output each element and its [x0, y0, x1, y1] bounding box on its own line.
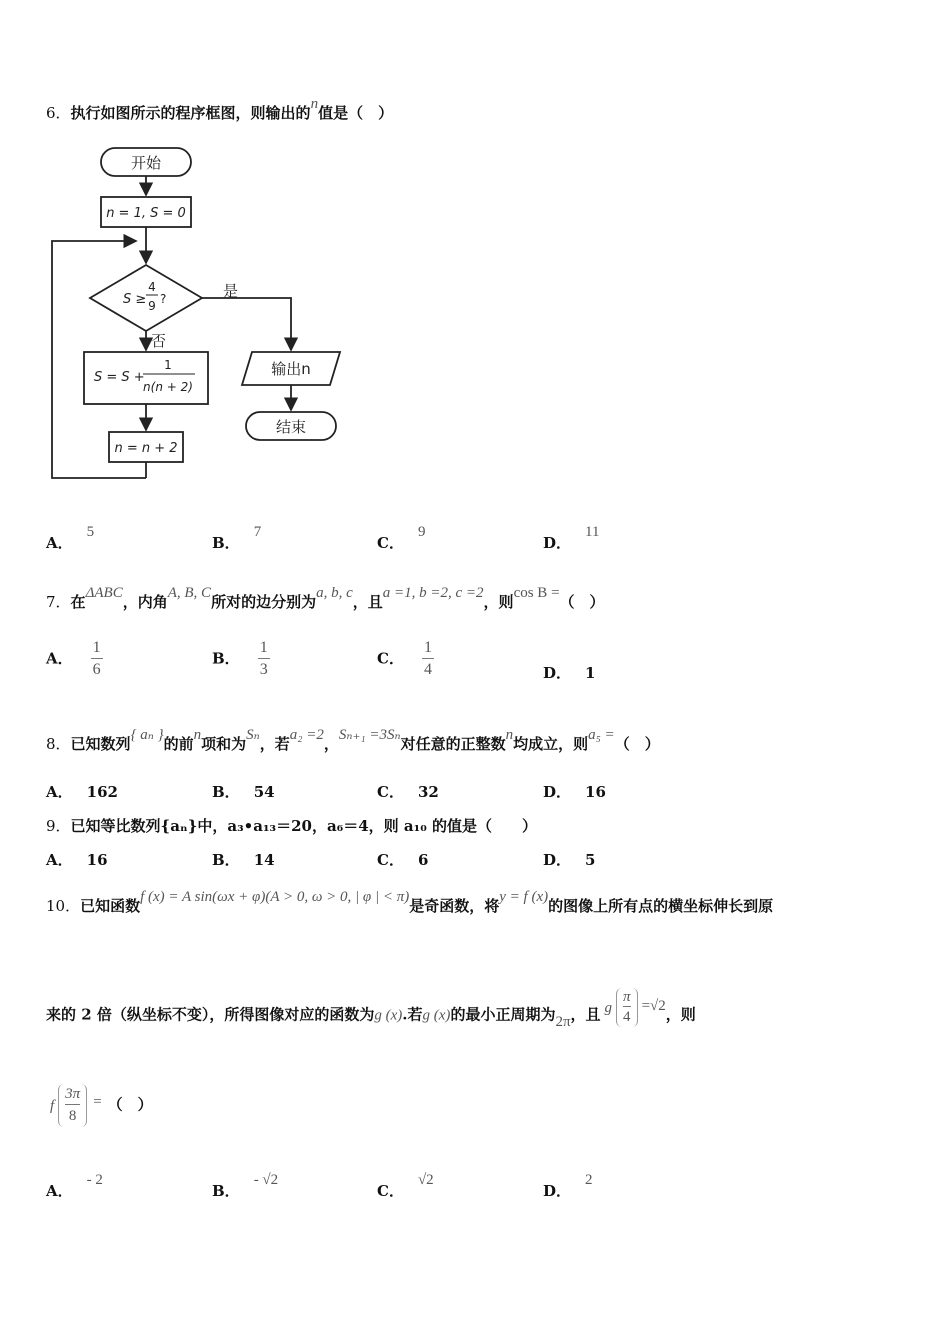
q10-option-c[interactable]: C．√2 [377, 1172, 434, 1200]
q7-number: 7． [46, 593, 71, 611]
q7-stem: 7．在ΔABC，内角A, B, C所对的边分别为a, b, c，且a =1, b =2, c =2，则cos B =（ ） [46, 585, 605, 611]
q8-number: 8． [46, 735, 71, 753]
q10-stem-line1: 10．已知函数f (x) = A sin(ωx + φ)(A > 0, ω > 0, | φ | < π)是奇函数，将y = f (x)的图像上所有点的横坐标伸长到原 [46, 889, 774, 915]
q10-stem-line2: 来的 2 倍（纵坐标不变），所得图像对应的函数为g (x).若g (x)的最小正周期为2π，且 g $\frac{\pi}{4}$ =√2，则 [46, 989, 696, 1030]
svg-text:S = S +: S = S + [94, 370, 145, 385]
flow-yes-label: 是 [223, 282, 239, 300]
svg-text:S ≥: S ≥ [123, 292, 147, 307]
q8-option-d[interactable]: D． 16 [543, 783, 606, 801]
q9-number: 9． [46, 817, 71, 835]
q10-stem-line3: f $\frac{3\pi}{8}$ = （ ） [50, 1084, 153, 1127]
svg-text:n(n + 2): n(n + 2) [143, 380, 193, 394]
svg-text:1: 1 [164, 358, 172, 372]
q10-option-d[interactable]: D．2 [543, 1172, 593, 1200]
svg-text:4: 4 [148, 280, 156, 294]
q6-option-b[interactable]: B．7 [212, 524, 262, 552]
q9-option-a[interactable]: A． 16 [46, 851, 108, 869]
q8-option-a[interactable]: A． 162 [46, 783, 118, 801]
flow-init-text: n = 1, S = 0 [106, 206, 186, 221]
flow-no-label: 否 [151, 332, 167, 350]
q6-number: 6． [46, 104, 71, 122]
q6-option-c[interactable]: C．9 [377, 524, 426, 552]
svg-text:9: 9 [148, 299, 156, 313]
q6-option-a[interactable]: A．5 [46, 524, 95, 552]
q8-option-b[interactable]: B． 54 [212, 783, 275, 801]
svg-text:?: ? [160, 292, 167, 306]
q7-option-a[interactable]: A． $\frac{1}{6}$ [46, 639, 101, 678]
flow-start-text: 开始 [130, 154, 162, 172]
q7-option-c[interactable]: C． $\frac{1}{4}$ [377, 639, 432, 678]
svg-text:n = n + 2: n = n + 2 [114, 441, 178, 456]
q9-option-b[interactable]: B． 14 [212, 851, 275, 869]
q10-number: 10． [46, 897, 81, 915]
q10-f-argument: $\frac{3\pi}{8}$ [58, 1084, 87, 1127]
q10-option-b[interactable]: B．- √2 [212, 1172, 279, 1200]
q6-stem: 6．执行如图所示的程序框图，则输出的n值是（ ） [46, 96, 394, 122]
q8-stem: 8．已知数列{ aₙ }的前n项和为Sₙ，若a₂ =2，Sₙ₊₁ =3Sₙ对任意的正整数n均成立，则a₅ =（ ） [46, 727, 660, 753]
q7-option-d[interactable]: D． 1 [543, 664, 596, 682]
q8-option-c[interactable]: C． 32 [377, 783, 439, 801]
flow-end-text: 结束 [275, 418, 307, 436]
q9-option-d[interactable]: D． 5 [543, 851, 596, 869]
svg-text:输出n: 输出n [271, 360, 311, 378]
q9-stem: 9．已知等比数列{aₙ}中，a₃•a₁₃＝20，a₆＝4，则 a₁₀ 的值是（ ） [46, 817, 537, 835]
q10-g-argument: $\frac{\pi}{4}$ [616, 988, 638, 1027]
q6-flowchart [40, 140, 360, 490]
q7-option-b[interactable]: B． $\frac{1}{3}$ [212, 639, 268, 678]
q6-option-d[interactable]: D．11 [543, 524, 600, 552]
q9-option-c[interactable]: C． 6 [377, 851, 429, 869]
q10-option-a[interactable]: A．- 2 [46, 1172, 103, 1200]
